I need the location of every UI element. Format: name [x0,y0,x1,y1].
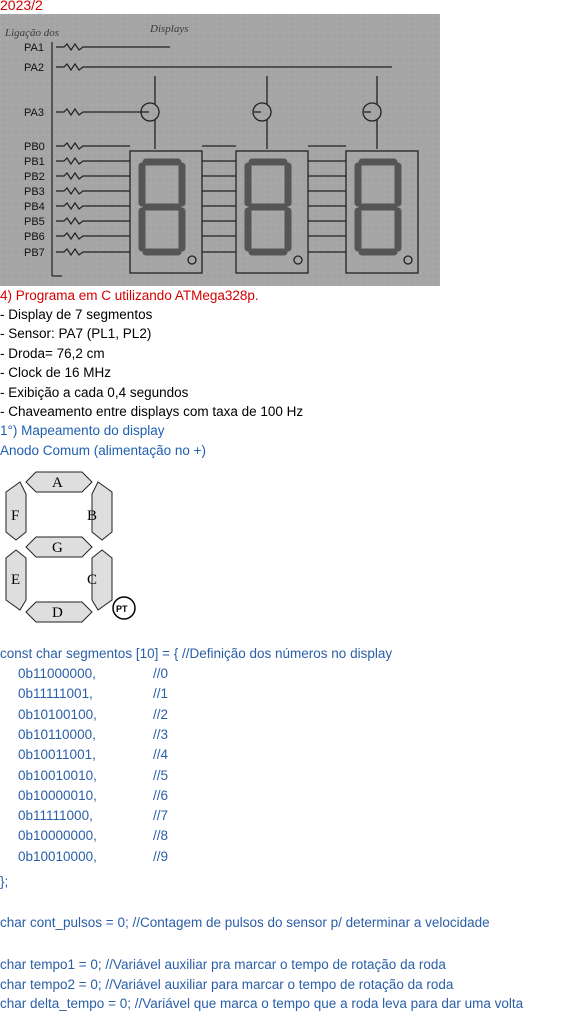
code-array-comment: //5 [153,767,169,783]
section-title: 4) Programa em C utilizando ATMega328p. [0,288,259,303]
spec-item: - Chaveamento entre displays com taxa de 100 Hz [0,404,304,419]
spec-item: - Clock de 16 MHz [0,365,112,380]
code-array-comment: //8 [153,828,169,844]
port-label: PB6 [24,231,45,243]
code-decl: const char segmentos [10] = { //Definição dos números no display [0,646,393,661]
year-label: 2023/2 [0,0,43,13]
code-array-comment: //4 [153,747,169,763]
code-array-value: 0b10011001, [18,747,96,763]
schematic-photo [0,14,440,286]
spec-item: - Exibição a cada 0,4 segundos [0,385,189,400]
port-label: PB4 [24,201,45,213]
code-line: char tempo2 = 0; //Variável auxiliar para marcar o tempo de rotação da roda [0,977,454,992]
code-array-value: 0b10000000, [18,828,97,844]
code-array-value: 0b11111001, [18,686,93,702]
dp-label: PT [116,604,128,614]
port-label: PB0 [24,141,45,153]
port-label: PB3 [24,186,45,198]
code-array-comment: //3 [153,726,169,742]
code-line: char cont_pulsos = 0; //Contagem de pulsos do sensor p/ determinar a velocidade [0,915,490,930]
anode-note: Anodo Comum (alimentação no +) [0,443,206,458]
port-label: PB2 [24,171,45,183]
code-array-comment: //0 [153,666,169,681]
port-label: PB7 [24,247,45,259]
code-line: char tempo1 = 0; //Variável auxiliar pra marcar o tempo de rotação da roda [0,957,446,972]
label-a: A [52,475,63,491]
label-d: D [52,605,63,621]
port-label: PA1 [24,42,44,54]
code-array-value: 0b10110000, [18,726,96,742]
spec-item: - Display de 7 segmentos [0,307,153,322]
code-array-comment: //2 [153,706,169,722]
label-e: E [11,572,21,588]
caption-left: Ligação dos [5,27,60,39]
code-array-value: 0b10010010, [18,767,97,783]
code-array-comment: //9 [153,848,169,864]
label-c: C [87,572,98,588]
caption-right: Displays [150,23,189,35]
code-array-value: 0b10010000, [18,848,97,864]
label-g: G [52,540,63,556]
port-label: PB5 [24,216,45,228]
code-close: }; [0,874,9,889]
code-array-comment: //1 [153,686,169,702]
port-label: PA3 [24,107,44,119]
code-line: char delta_tempo = 0; //Variável que marca o tempo que a roda leva para dar uma volta [0,996,524,1011]
label-b: B [87,508,98,524]
code-array-comment: //6 [153,787,169,803]
seven-segment-diagram [0,462,150,632]
subtitle: 1°) Mapeamento do display [0,423,165,438]
port-label: PB1 [24,156,45,168]
code-array-comment: //7 [153,808,169,824]
spec-item: - Droda= 76,2 cm [0,346,105,361]
code-array-value: 0b10100100, [18,706,97,722]
label-f: F [11,508,20,524]
spec-item: - Sensor: PA7 (PL1, PL2) [0,326,152,341]
port-label: PA2 [24,62,44,74]
code-array-value: 0b11111000, [18,808,93,824]
code-array-value: 0b10000010, [18,787,97,803]
code-array-value: 0b11000000, [18,666,96,681]
